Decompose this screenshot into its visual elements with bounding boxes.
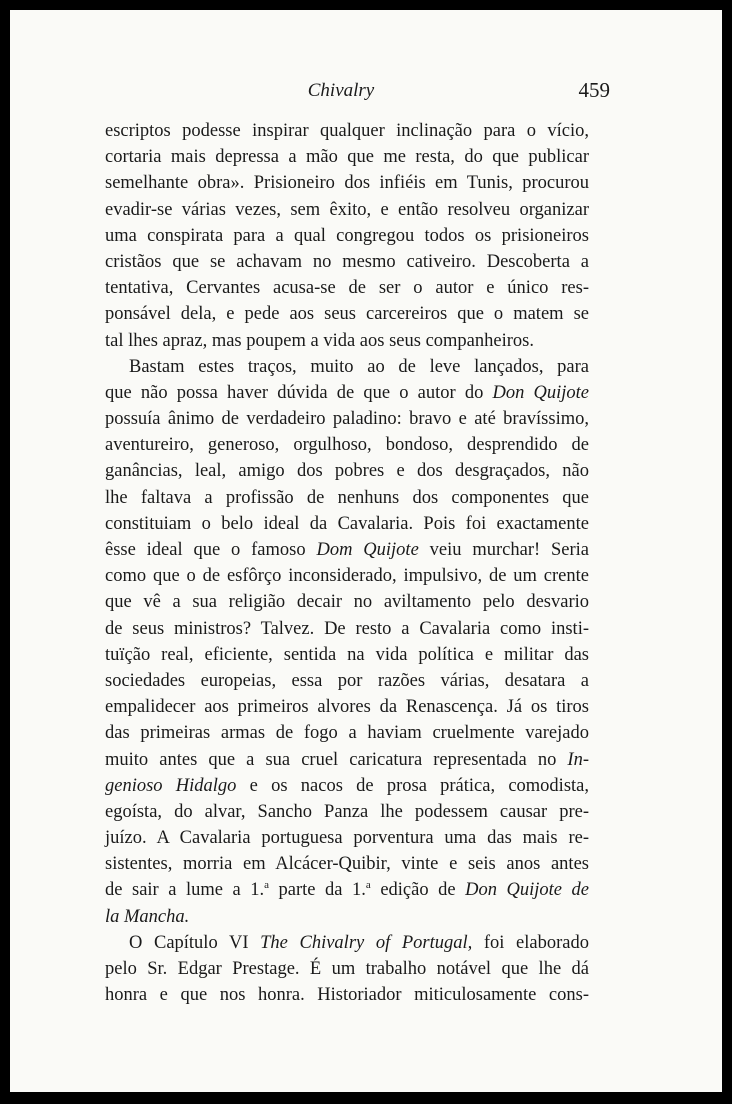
italic-title: The Chivalry of Portugal, <box>260 932 473 953</box>
text-line: de seus ministros? Talvez. De resto a Cavalaria como insti- <box>105 618 589 639</box>
italic-title: genioso Hidalgo <box>105 775 237 796</box>
running-title: Chivalry <box>307 80 375 101</box>
ordinal-superscript: a <box>264 879 269 892</box>
italic-title: la Mancha. <box>105 906 190 927</box>
text-line: evadir-se várias vezes, sem êxito, e então resolveu organizar <box>105 199 589 220</box>
text-line: como que o de esfôrço inconsiderado, impulsivo, de um crente <box>105 566 589 587</box>
text-line: ganâncias, leal, amigo dos pobres e dos desgraçados, não <box>105 461 589 482</box>
text-line: escriptos podesse inspirar qualquer inclinação para o vício, <box>105 121 589 141</box>
text-line: que vê a sua religião decair no aviltamento pelo desvario <box>105 592 589 613</box>
text-run: que não possa haver dúvida de que o autor do <box>105 382 484 403</box>
text-line <box>105 877 589 903</box>
text-line <box>105 904 589 930</box>
text-line: juízo. A Cavalaria portuguesa porventura uma das mais re- <box>105 828 589 849</box>
text-line: das primeiras armas de fogo a haviam cruelmente varejado <box>105 723 589 744</box>
text-line <box>105 930 589 956</box>
text-line <box>105 747 589 773</box>
text-line: possuía ânimo de verdadeiro paladino: bravo e até bravíssimo, <box>105 409 589 430</box>
book-page <box>10 10 722 1092</box>
text-line: cortaria mais depressa a mão que me resta, do que publicar <box>105 147 589 168</box>
page-header <box>10 76 722 106</box>
text-run: foi elaborado <box>483 932 589 953</box>
italic-title: In- <box>567 749 589 770</box>
text-line <box>105 380 589 406</box>
text-run: veiu murchar! Seria <box>429 540 589 560</box>
text-line: constituiam o belo ideal da Cavalaria. Pois foi exactamente <box>105 513 589 534</box>
text-line: pelo Sr. Edgar Prestage. É um trabalho notável que lhe dá <box>105 959 589 979</box>
text-line: tuïção real, eficiente, sentida na vida política e militar das <box>105 644 589 665</box>
text-line: ponsável dela, e pede aos seus carcereiros que o matem se <box>105 304 589 325</box>
text-line: sociedades europeias, essa por razões várias, desatara a <box>105 670 589 691</box>
text-line: tal lhes apraz, mas poupem a vida aos seus companheiros. <box>105 330 534 351</box>
text-line: uma conspirata para a qual congregou todos os prisioneiros <box>105 225 589 246</box>
text-line <box>105 773 589 799</box>
text-run: 1. <box>352 880 366 901</box>
text-run: O Capítulo VI <box>129 932 249 953</box>
text-line: aventureiro, generoso, orgulhoso, bondoso, desprendido de <box>105 435 589 456</box>
text-run: edição de <box>380 880 456 901</box>
text-line: empalidecer aos primeiros alvores da Renascença. Já os tiros <box>105 697 589 718</box>
text-line: tentativa, Cervantes acusa-se de ser o autor e único res- <box>105 278 589 299</box>
text-line: honra e que nos honra. Historiador miticulosamente cons- <box>105 985 589 1006</box>
italic-title: Don Quijote <box>492 382 590 403</box>
text-line: semelhante obra». Prisioneiro dos infiéis em Tunis, procurou <box>105 173 589 194</box>
text-line <box>105 537 589 563</box>
text-run: e os nacos de prosa prática, comodista, <box>249 775 589 796</box>
text-run: parte da <box>278 880 343 901</box>
italic-title: Don Quijote de <box>465 880 589 901</box>
text-line: egoísta, do alvar, Sancho Panza lhe podessem causar pre- <box>105 801 589 822</box>
text-line: cristãos que se achavam no mesmo cativeiro. Descoberta a <box>105 251 589 272</box>
text-run: êsse ideal que o famoso <box>105 540 306 560</box>
text-run: muito antes que a sua cruel caricatura representada no <box>105 749 557 770</box>
text-line: sistentes, morria em Alcácer-Quibir, vinte e seis anos antes <box>105 854 589 875</box>
italic-title: Dom Quijote <box>316 540 419 560</box>
text-line: Bastam estes traços, muito ao de leve lançados, para <box>129 356 589 377</box>
page-number: 459 <box>578 78 610 102</box>
text-line: lhe faltava a profissão de nenhuns dos componentes que <box>105 487 589 508</box>
ordinal-superscript: a <box>365 879 371 892</box>
body-text <box>105 118 589 1008</box>
text-run: de sair a lume a 1. <box>105 880 265 901</box>
